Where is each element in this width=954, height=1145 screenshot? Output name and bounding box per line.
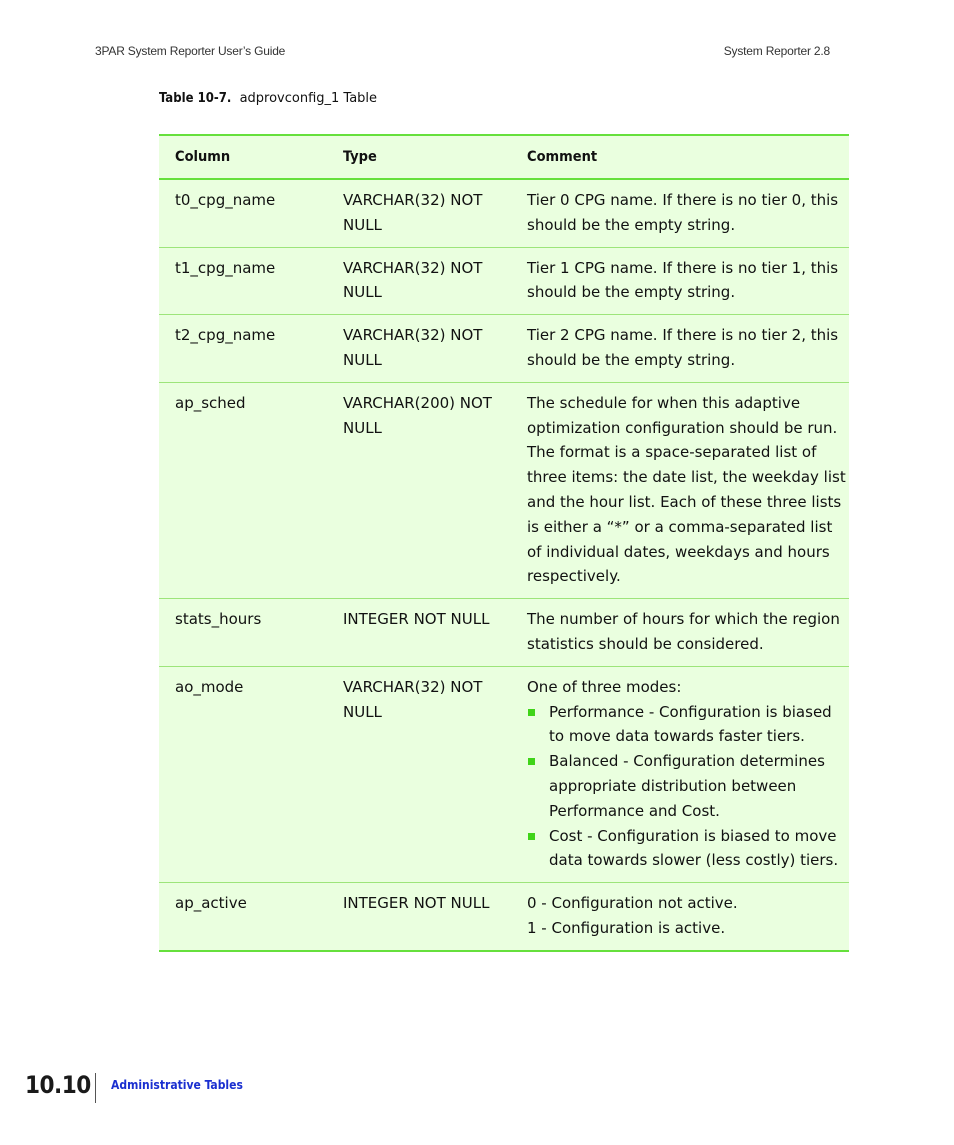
cell-type: VARCHAR(200) NOT NULL [327,382,511,598]
mode-performance: Performance - Configuration is biased to move data towards faster tiers. [549,702,832,746]
cell-column: stats_hours [159,599,327,667]
table-row [159,247,849,315]
mode-list-intro: One of three modes: [527,677,682,696]
cell-column: ap_active [159,883,327,951]
footer-divider [95,1073,96,1103]
table-caption-number: Table 10-7. [159,91,232,106]
list-item [527,824,849,874]
square-bullet-icon [528,709,535,716]
table-caption-title: adprovconfig_1 Table [239,91,378,106]
cell-comment [511,666,849,882]
active-value-1: 1 - Configuration is active. [527,918,726,937]
cell-comment: The schedule for when this adaptive optimization configuration should be run. The format is a space-separated list of three items: the date list, the weekday list and the hour list. Each of these three lists is either a “*” or a comma-separated list of individual dates, weekdays and hours respectively. [511,382,849,598]
cell-type: VARCHAR(32) NOT NULL [327,666,511,882]
running-header-title: 3PAR System Reporter User’s Guide [95,44,286,58]
cell-column: t0_cpg_name [159,179,327,247]
table-caption [159,91,377,106]
mode-balanced: Balanced - Configuration determines appropriate distribution between Performance and Cost. [549,752,825,820]
square-bullet-icon [528,758,535,765]
cell-comment: Tier 2 CPG name. If there is no tier 2, this should be the empty string. [511,315,849,383]
cell-type: VARCHAR(32) NOT NULL [327,247,511,315]
table-row [159,883,849,951]
list-item [527,749,849,823]
cell-comment: Tier 1 CPG name. If there is no tier 1, this should be the empty string. [511,247,849,315]
cell-comment: The number of hours for which the region statistics should be considered. [511,599,849,667]
column-header-type: Type [327,135,511,179]
cell-comment: Tier 0 CPG name. If there is no tier 0, this should be the empty string. [511,179,849,247]
table-row [159,599,849,667]
cell-column: ao_mode [159,666,327,882]
page-number: 10.10 [25,1071,91,1099]
cell-type: VARCHAR(32) NOT NULL [327,315,511,383]
running-header-version: System Reporter 2.8 [723,44,830,58]
mode-list [527,700,849,874]
cell-column: t2_cpg_name [159,315,327,383]
cell-column: ap_sched [159,382,327,598]
column-header-comment: Comment [511,135,849,179]
active-value-0: 0 - Configuration not active. [527,894,738,913]
footer-section-link[interactable]: Administrative Tables [111,1078,243,1092]
list-item [527,700,849,750]
cell-type: VARCHAR(32) NOT NULL [327,179,511,247]
cell-type: INTEGER NOT NULL [327,599,511,667]
table-row [159,179,849,247]
cell-type: INTEGER NOT NULL [327,883,511,951]
square-bullet-icon [528,833,535,840]
table-row [159,315,849,383]
mode-cost: Cost - Configuration is biased to move data towards slower (less costly) tiers. [549,826,839,870]
table-row [159,382,849,598]
column-header-column: Column [159,135,327,179]
cell-column: t1_cpg_name [159,247,327,315]
table-header-row [159,135,849,179]
adprovconfig-table [159,134,849,952]
cell-comment [511,883,849,951]
table-row [159,666,849,882]
